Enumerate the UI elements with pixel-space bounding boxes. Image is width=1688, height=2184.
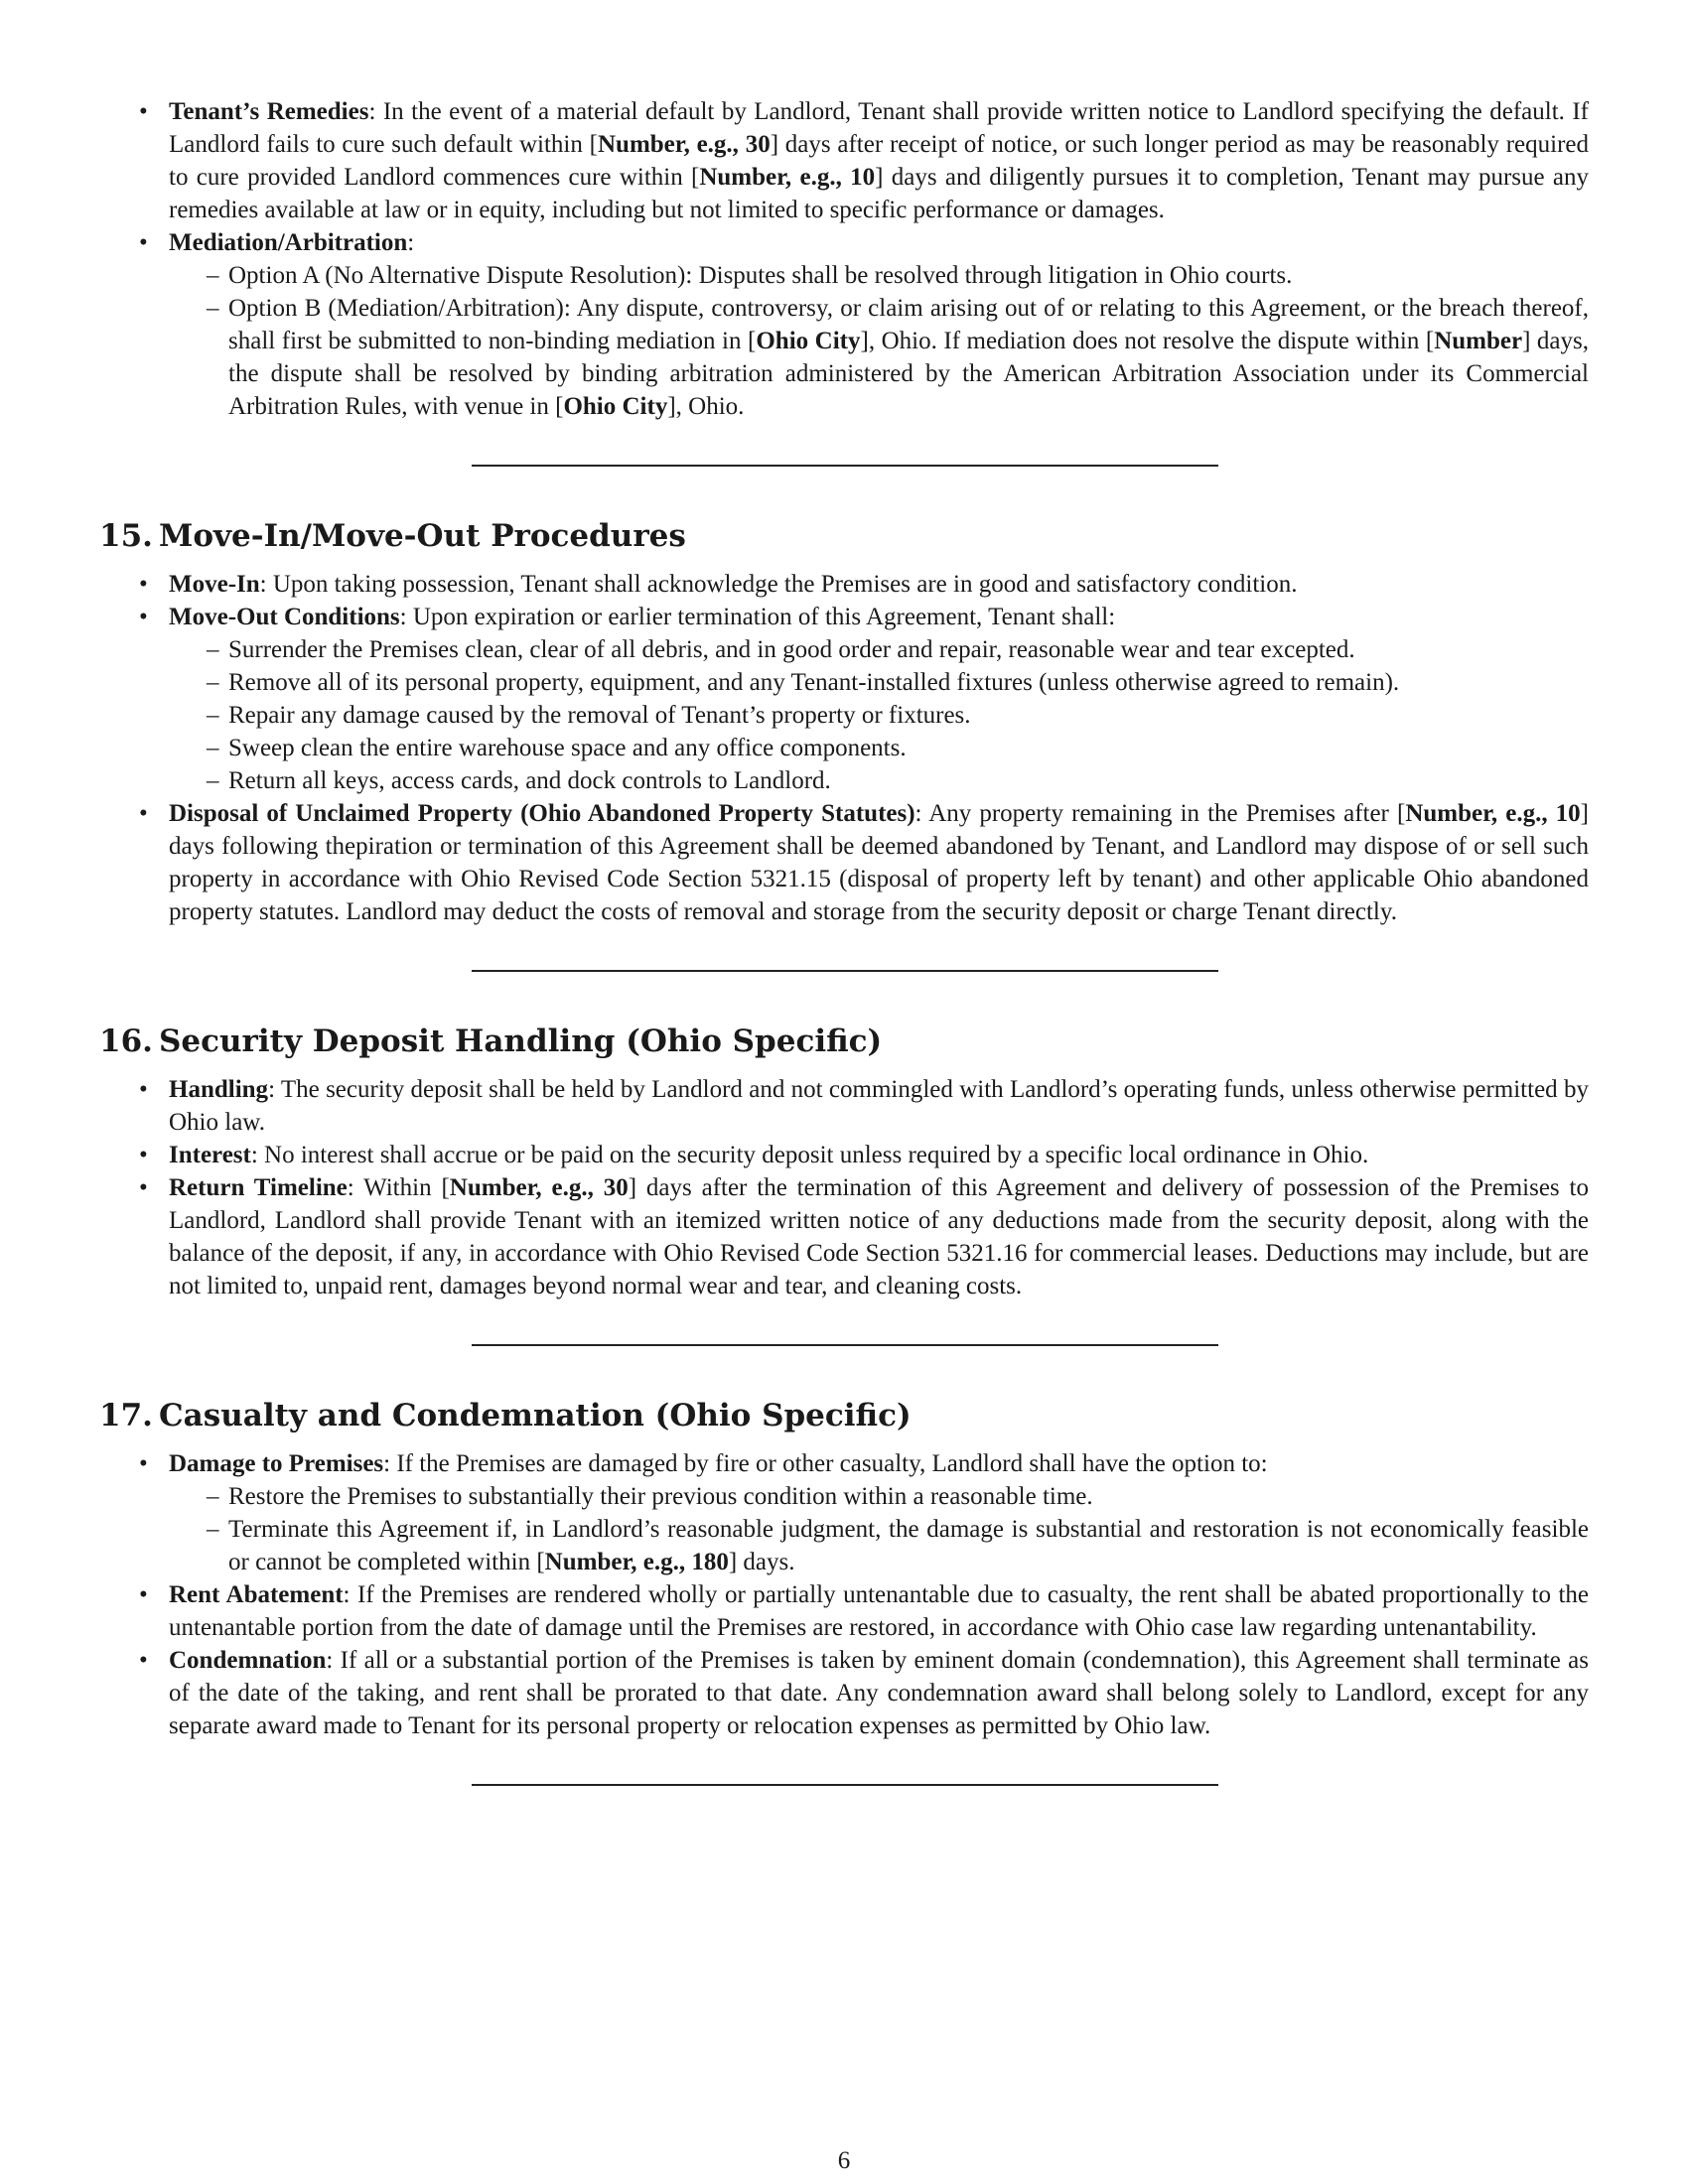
- item-label: Tenant’s Remedies: [169, 98, 369, 125]
- section-heading-16: 16. Security Deposit Handling (Ohio Specific): [99, 1024, 883, 1059]
- item-label: Disposal of Unclaimed Property (Ohio Abandoned Property Statutes): [169, 800, 915, 827]
- sub-item: – Restore the Premises to substantially their previous condition within a reasonable time.: [169, 1480, 1589, 1513]
- sub-item-option-a: – Option A (No Alternative Dispute Resolution): Disputes shall be resolved through litigation in Ohio courts.: [169, 259, 1589, 292]
- document-page: [99, 95, 1589, 1786]
- list-item-disposal: • Disposal of Unclaimed Property (Ohio Abandoned Property Statutes): Any property remaining in the Premises after [Number, e.g., 10] days following thepiration or termination of this Agreement shall be deemed abandoned by Tenant, and Landlord may dispose of or sell such property in accordance with Ohio Revised Code Section 5321.15 (disposal of property left by tenant) and other applicable Ohio abandoned property statutes. Landlord may deduct the costs of removal and storage from the security deposit or charge Tenant directly.: [99, 797, 1589, 928]
- item-label: Handling: [169, 1076, 269, 1103]
- item-label: Move-Out Conditions: [169, 604, 400, 630]
- sub-item: – Surrender the Premises clean, clear of all debris, and in good order and repair, reasonable wear and tear excepted.: [169, 633, 1589, 666]
- list-item-condemnation: • Condemnation: If all or a substantial portion of the Premises is taken by eminent domain (condemnation), this Agreement shall terminate as of the date of the taking, and rent shall be prorated to that date. Any condemnation award shall belong solely to Landlord, except for any separate award made to Tenant for its personal property or relocation expenses as permitted by Ohio law.: [99, 1644, 1589, 1742]
- list-item-move-out: • Move-Out Conditions: Upon expiration or earlier termination of this Agreement, Tenant shall: – Surrender the Premises clean, clear of all debris, and in good order and repair, reasonable wear and tear excepted. – Remove all of its personal property, equipment, and any Tenant-installed fixtures (unless otherwise agreed to remain). – Repair any damage caused by the removal of Tenant’s property or fixtures. – Sweep clean the entire warehouse space and any office components. – Return all keys, access cards, and dock controls to Landlord.: [99, 601, 1589, 797]
- sub-list: [169, 1480, 1589, 1578]
- list-item-interest: • Interest: No interest shall accrue or be paid on the security deposit unless required by a specific local ordinance in Ohio.: [99, 1139, 1589, 1171]
- top-list: [99, 95, 1589, 423]
- list-item-rent-abatement: • Rent Abatement: If the Premises are rendered wholly or partially untenantable due to casualty, the rent shall be abated proportionally to the untenantable portion from the date of damage until the Premises are restored, in accordance with Ohio case law regarding untenantability.: [99, 1578, 1589, 1644]
- item-label: Return Timeline: [169, 1174, 348, 1201]
- placeholder-field: Ohio City: [563, 393, 668, 420]
- item-label: Mediation/Arbitration: [169, 229, 408, 256]
- page-number: 6: [837, 2147, 851, 2174]
- placeholder-field: Number, e.g., 180: [544, 1549, 729, 1575]
- placeholder-field: Number, e.g., 30: [449, 1174, 629, 1201]
- placeholder-field: Number, e.g., 30: [597, 131, 771, 158]
- section-heading-15: 15. Move-In/Move-Out Procedures: [99, 518, 686, 554]
- section-divider: [472, 970, 1218, 972]
- item-label: Condemnation: [169, 1647, 327, 1674]
- list-item-mediation: • Mediation/Arbitration: – Option A (No Alternative Dispute Resolution): Disputes shall be resolved through litigation in Ohio courts. – Option B (Mediation/Arbitration): Any dispute, controversy, or claim arising out of or relating to this Agreement, or the breach thereof, shall first be submitted to non-binding mediation in [Ohio City], Ohio. If mediation does not resolve the dispute within [Number] days, the dispute shall be resolved by binding arbitration administered by the American Arbitration Association under its Commercial Arbitration Rules, with venue in [Ohio City], Ohio.: [99, 226, 1589, 423]
- item-label: Interest: [169, 1142, 251, 1168]
- sub-item: – Sweep clean the entire warehouse space and any office components.: [169, 732, 1589, 764]
- section-divider: [472, 465, 1218, 467]
- list-item-return-timeline: • Return Timeline: Within [Number, e.g., 30] days after the termination of this Agreement and delivery of possession of the Premises to Landlord, Landlord shall provide Tenant with an itemized written notice of any deductions made from the security deposit, along with the balance of the deposit, if any, in accordance with Ohio Revised Code Section 5321.16 for commercial leases. Deductions may include, but are not limited to, unpaid rent, damages beyond normal wear and tear, and cleaning costs.: [99, 1171, 1589, 1302]
- item-label: Damage to Premises: [169, 1450, 384, 1477]
- sub-list: [169, 633, 1589, 797]
- section-heading-17: 17. Casualty and Condemnation (Ohio Specific): [99, 1398, 912, 1433]
- sub-item: – Return all keys, access cards, and dock controls to Landlord.: [169, 764, 1589, 797]
- section-divider: [472, 1344, 1218, 1346]
- section-17-list: [99, 1447, 1589, 1742]
- list-item-tenants-remedies: • Tenant’s Remedies: In the event of a material default by Landlord, Tenant shall provide written notice to Landlord specifying the default. If Landlord fails to cure such default within [Number, e.g., 30] days after receipt of notice, or such longer period as may be reasonably required to cure provided Landlord commences cure within [Number, e.g., 10] days and diligently pursues it to completion, Tenant may pursue any remedies available at law or in equity, including but not limited to specific performance or damages.: [99, 95, 1589, 226]
- sub-list: [169, 259, 1589, 423]
- placeholder-field: Number, e.g., 10: [1405, 800, 1581, 827]
- placeholder-field: Ohio City: [756, 328, 861, 354]
- section-divider: [472, 1784, 1218, 1786]
- placeholder-field: Number: [1434, 328, 1523, 354]
- section-16-list: [99, 1073, 1589, 1302]
- list-item-move-in: • Move-In: Upon taking possession, Tenant shall acknowledge the Premises are in good and satisfactory condition.: [99, 568, 1589, 601]
- item-label: Rent Abatement: [169, 1581, 344, 1608]
- item-label: Move-In: [169, 571, 260, 598]
- list-item-damage: • Damage to Premises: If the Premises are damaged by fire or other casualty, Landlord shall have the option to: – Restore the Premises to substantially their previous condition within a reasonable time. – Terminate this Agreement if, in Landlord’s reasonable judgment, the damage is substantial and restoration is not economically feasible or cannot be completed within [Number, e.g., 180] days.: [99, 1447, 1589, 1578]
- section-15-list: [99, 568, 1589, 928]
- sub-item: – Repair any damage caused by the removal of Tenant’s property or fixtures.: [169, 699, 1589, 732]
- sub-item-option-b: – Option B (Mediation/Arbitration): Any dispute, controversy, or claim arising out of or relating to this Agreement, or the breach thereof, shall first be submitted to non-binding mediation in [Ohio City], Ohio. If mediation does not resolve the dispute within [Number] days, the dispute shall be resolved by binding arbitration administered by the American Arbitration Association under its Commercial Arbitration Rules, with venue in [Ohio City], Ohio.: [169, 292, 1589, 423]
- sub-item: – Terminate this Agreement if, in Landlord’s reasonable judgment, the damage is substantial and restoration is not economically feasible or cannot be completed within [Number, e.g., 180] days.: [169, 1513, 1589, 1578]
- placeholder-field: Number, e.g., 10: [699, 164, 876, 191]
- list-item-handling: • Handling: The security deposit shall be held by Landlord and not commingled with Landlord’s operating funds, unless otherwise permitted by Ohio law.: [99, 1073, 1589, 1139]
- sub-item: – Remove all of its personal property, equipment, and any Tenant-installed fixtures (unless otherwise agreed to remain).: [169, 666, 1589, 699]
